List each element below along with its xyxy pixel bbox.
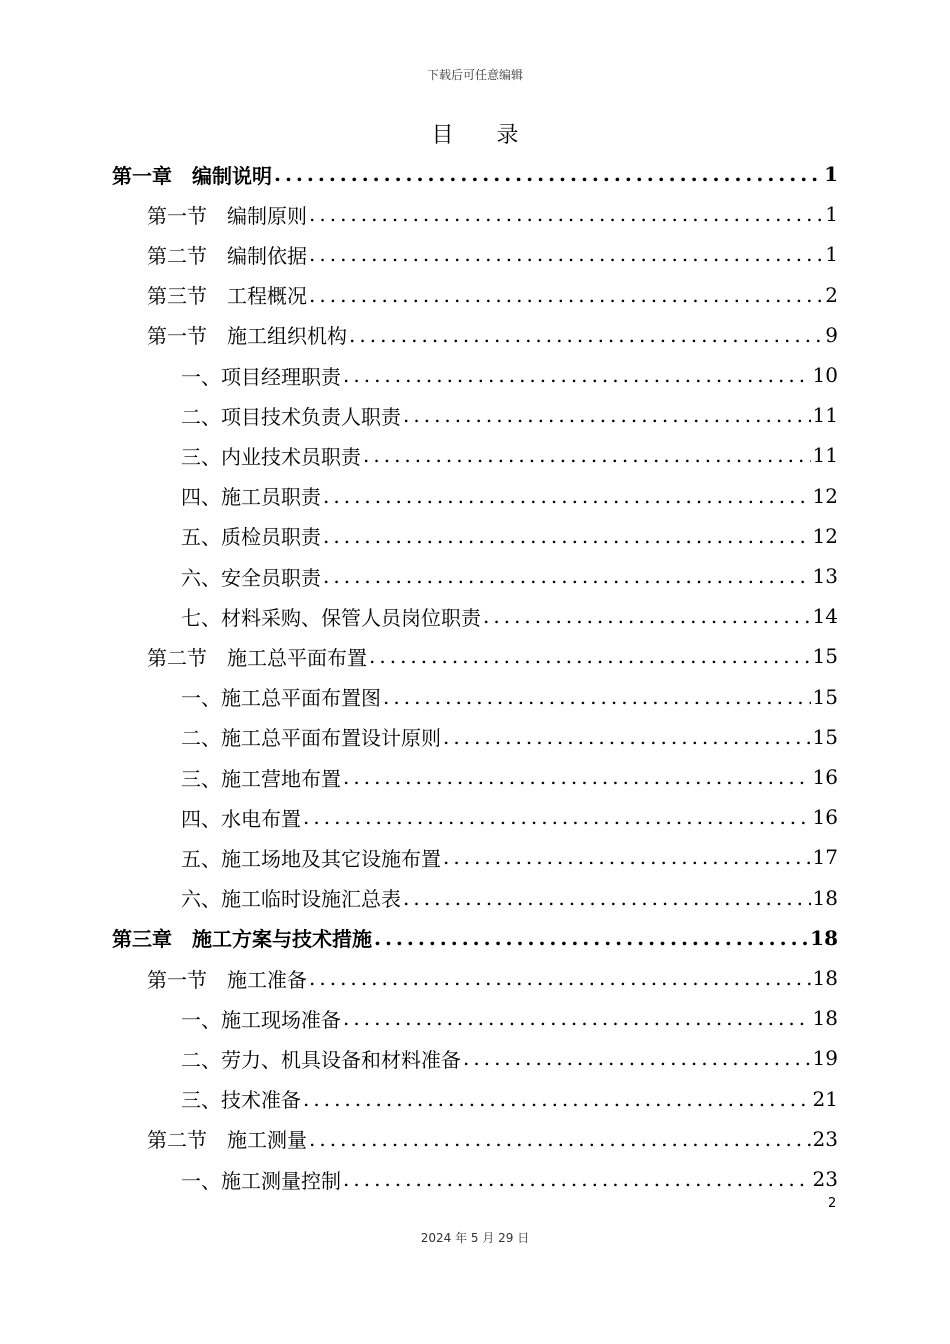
toc-entry-title: 三、施工营地布置 [181, 766, 341, 791]
toc-entry-title: 第三章 施工方案与技术措施 [112, 927, 372, 952]
toc-entry[interactable] [181, 837, 838, 877]
toc-leader-dots [483, 604, 811, 628]
toc-leader-dots [374, 926, 808, 950]
toc-entry-title: 二、项目技术负责人职责 [181, 404, 401, 429]
toc-entry-title: 第一节 编制原则 [147, 203, 307, 228]
toc-leader-dots [343, 765, 811, 789]
toc-entry[interactable] [181, 998, 838, 1038]
toc-entry-title: 七、材料采购、保管人员岗位职责 [181, 605, 481, 630]
toc-title: 目 录 [431, 123, 537, 148]
toc-entry-title: 第三节 工程概况 [147, 284, 307, 309]
toc-entry[interactable] [181, 1038, 838, 1078]
toc-entry-page: 12 [812, 483, 838, 508]
toc-entry-title: 六、施工临时设施汇总表 [181, 887, 401, 912]
toc-entry-page: 1 [824, 162, 838, 186]
toc-entry-page: 18 [812, 966, 838, 990]
toc-entry-title: 四、施工员职责 [181, 485, 321, 510]
toc-entry[interactable] [181, 717, 838, 757]
toc-entry-title: 第二节 施工总平面布置 [147, 645, 367, 670]
toc-leader-dots [403, 886, 811, 910]
toc-entry-page: 18 [810, 925, 838, 950]
toc-entry-page: 11 [812, 403, 838, 428]
toc-entry[interactable] [181, 556, 838, 596]
toc-entry[interactable] [181, 677, 838, 717]
toc-entry-page: 18 [812, 1006, 838, 1031]
toc-entry-title: 第一节 施工组织机构 [147, 324, 347, 349]
toc-leader-dots [309, 1127, 811, 1151]
toc-entry-title: 第二节 编制依据 [147, 243, 307, 268]
toc-entry-title: 三、技术准备 [181, 1088, 301, 1113]
toc-entry-page: 15 [812, 724, 838, 749]
toc-leader-dots [343, 1167, 811, 1191]
toc-entry-page: 1 [825, 242, 838, 267]
toc-leader-dots [309, 283, 823, 307]
toc-entry-title: 一、施工测量控制 [181, 1168, 341, 1193]
toc-entry-page: 23 [812, 1167, 838, 1191]
toc-entry-title: 第二节 施工测量 [147, 1128, 307, 1153]
toc-entry-page: 18 [812, 885, 838, 910]
toc-leader-dots [323, 484, 811, 508]
toc-leader-dots [363, 443, 811, 467]
toc-entry-title: 五、质检员职责 [181, 525, 321, 550]
toc-leader-dots [463, 1046, 811, 1070]
toc-leader-dots [343, 363, 811, 387]
toc-entry-page: 1 [825, 202, 838, 227]
toc-leader-dots [369, 644, 811, 668]
toc-entry-page: 15 [812, 684, 838, 709]
toc-entry[interactable] [181, 596, 838, 636]
toc-entry-title: 六、安全员职责 [181, 565, 321, 590]
toc-entry-page: 21 [812, 1086, 838, 1111]
toc-leader-dots [309, 242, 823, 266]
toc-entry-page: 12 [812, 523, 838, 548]
toc-entry[interactable] [181, 435, 838, 475]
toc-entry-title: 二、劳力、机具设备和材料准备 [181, 1047, 461, 1072]
toc-entry[interactable] [181, 516, 838, 556]
toc-leader-dots [303, 1087, 811, 1111]
toc-leader-dots [274, 162, 822, 186]
toc-entry[interactable] [147, 636, 838, 676]
toc-entry-title: 二、施工总平面布置设计原则 [181, 726, 441, 751]
toc-leader-dots [443, 845, 811, 869]
toc-entry[interactable] [112, 918, 838, 958]
toc-entry-page: 10 [812, 363, 838, 387]
toc-leader-dots [309, 966, 811, 990]
toc-entry-title: 五、施工场地及其它设施布置 [181, 846, 441, 871]
toc-entry[interactable] [147, 234, 838, 274]
toc-leader-dots [303, 805, 811, 829]
toc-entry-page: 13 [812, 564, 838, 588]
toc-entry-page: 23 [812, 1126, 838, 1151]
toc-leader-dots [403, 403, 811, 427]
toc-entry-page: 19 [812, 1046, 838, 1071]
toc-entry[interactable] [112, 154, 838, 194]
page-number: 2 [828, 1196, 837, 1211]
toc-entry-page: 14 [812, 604, 838, 629]
toc-entry-page: 11 [812, 443, 838, 468]
toc-entry[interactable] [181, 797, 838, 837]
toc-entry[interactable] [181, 878, 838, 918]
toc-entry-title: 第一节 施工准备 [147, 967, 307, 992]
toc-entry-title: 三、内业技术员职责 [181, 444, 361, 469]
toc-entry[interactable] [181, 355, 838, 395]
toc-entry-title: 四、水电布置 [181, 806, 301, 831]
toc-entry[interactable] [181, 757, 838, 797]
toc-leader-dots [323, 564, 811, 588]
toc-entry[interactable] [181, 1079, 838, 1119]
toc-entry-page: 17 [812, 845, 838, 870]
toc-entry-page: 16 [812, 805, 838, 830]
toc-leader-dots [383, 685, 811, 709]
toc-leader-dots [343, 1006, 811, 1030]
toc-leader-dots [443, 725, 811, 749]
toc-entry-title: 一、项目经理职责 [181, 364, 341, 389]
toc-entry[interactable] [147, 958, 838, 998]
toc-entry[interactable] [147, 1119, 838, 1159]
page-header: 下载后可任意编辑 [426, 68, 523, 82]
toc-entry-page: 9 [825, 322, 838, 347]
toc-entry-title: 一、施工现场准备 [181, 1007, 341, 1032]
toc-entry[interactable] [181, 476, 838, 516]
toc-leader-dots [323, 524, 811, 548]
toc-leader-dots [309, 202, 823, 226]
toc-entry-page: 16 [812, 765, 838, 789]
toc-leader-dots [349, 323, 823, 347]
toc-entry-page: 15 [812, 644, 838, 669]
toc-entry-page: 2 [825, 282, 838, 307]
toc-entry[interactable] [181, 395, 838, 435]
toc-entry[interactable] [181, 1159, 838, 1199]
toc-entry[interactable] [147, 275, 838, 315]
toc-entry-title: 第一章 编制说明 [112, 163, 272, 188]
toc-entry[interactable] [147, 194, 838, 234]
page-footer-date: 2024 年 5 月 29 日 [420, 1231, 530, 1245]
toc-entry-title: 一、施工总平面布置图 [181, 686, 381, 711]
toc-entry[interactable] [147, 315, 838, 355]
